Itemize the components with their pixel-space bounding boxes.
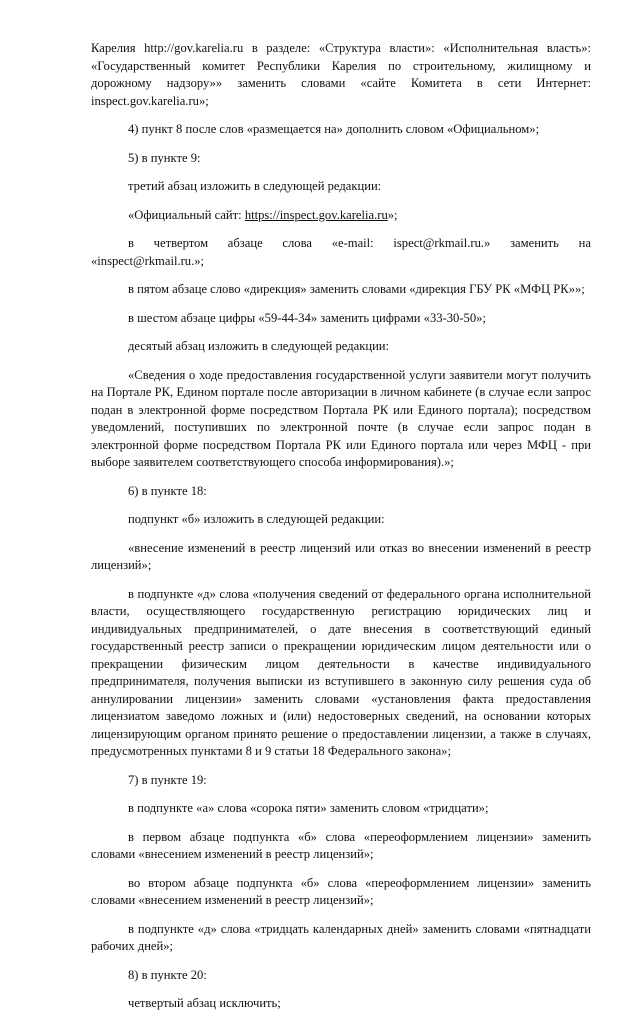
paragraph-third-abzac: третий абзац изложить в следующей редакции:: [128, 179, 382, 193]
official-site-prefix: «Официальный сайт:: [128, 207, 245, 222]
document-page: [91, 40, 591, 1024]
paragraph-registry-change: «внесение изменений в реестр лицензий или отказ во внесении изменений в реестр лицензий»;: [91, 540, 591, 572]
paragraph-fourth-abzac: четвертый абзац исключить;: [128, 996, 281, 1010]
paragraph-official-site: [91, 207, 591, 225]
paragraph-service-info: «Сведения о ходе предоставления государственной услуги заявители могут получить на Портале РК, Едином портале после авторизации в личном кабинете (в случае если запрос подан в электронной форме посредством Портала РК или Единого портала); посредством уведомлений, поступивших по электронной почте (в случае если запрос подан в электронной форме посредством Портала РК или Единого портала или через МФЦ - при выборе заявителем соответствующего способа информирования).»;: [91, 367, 591, 469]
paragraph-first-abzac-b: в первом абзаце подпункта «б» слова «переоформлением лицензии» заменить словами «внесением изменений в реестр лицензий»;: [91, 829, 591, 861]
official-site-link[interactable]: https://inspect.gov.karelia.ru: [244, 207, 388, 222]
paragraph-karelia-site: Карелия http://gov.karelia.ru в разделе: «Структура власти»: «Исполнительная власть»: «Государственный комитет Республики Карелия по строительному, жилищному и дорожному надзору»» заменить словами «сайте Комитета в сети Интернет: inspect.gov.karelia.ru»;: [91, 41, 591, 108]
paragraph-second-abzac-b: во втором абзаце подпункта «б» слова «переоформлением лицензии» заменить словами «внесением изменений в реестр лицензий»;: [91, 875, 591, 907]
paragraph-subpoint-a: в подпункте «а» слова «сорока пяти» заменить словом «тридцати»;: [128, 801, 489, 815]
paragraph-subpoint-d-days: в подпункте «д» слова «тридцать календарных дней» заменить словами «пятнадцати рабочих дней»;: [91, 921, 591, 953]
paragraph-point-7: 7) в пункте 19:: [128, 772, 207, 787]
paragraph-tenth-abzac: десятый абзац изложить в следующей редакции:: [128, 339, 390, 353]
paragraph-point-5: 5) в пункте 9:: [128, 150, 201, 165]
paragraph-phone-change: в шестом абзаце цифры «59-44-34» заменить цифрами «33-30-50»;: [128, 310, 486, 325]
official-site-suffix: »;: [387, 207, 398, 222]
paragraph-email-change: в четвертом абзаце слова «e-mail: ispect@rkmail.ru.» заменить на «inspect@rkmail.ru.»;: [91, 236, 591, 268]
paragraph-point-4: 4) пункт 8 после слов «размещается на» дополнить словом «Официальном»;: [128, 122, 540, 136]
paragraph-subpoint-d: в подпункте «д» слова «получения сведений от федерального органа исполнительной власти, осуществляющего государственную регистрацию юридических лиц и индивидуальных предпринимателей, о дате внесения в соответствующий единый государственный реестр записи о прекращении юридическим лицом деятельности или о прекращении физическим лицом деятельности в качестве индивидуального предпринимателя, получения выписки из вступившего в законную силу решения суда об аннулировании лицензии» заменить словами «установления факта предоставления лицензиатом заведомо ложных и (или) недостоверных сведений, на основании которых лицензирующим органом принято решение о предоставлении лицензии, а также в случаях, предусмотренных пунктами 8 и 9 статьи 18 Федерального закона»;: [91, 586, 591, 758]
paragraph-point-8: 8) в пункте 20:: [128, 967, 207, 982]
paragraph-point-6: 6) в пункте 18:: [128, 483, 207, 498]
paragraph-subpoint-b: подпункт «б» изложить в следующей редакции:: [128, 512, 385, 526]
paragraph-direction-change: в пятом абзаце слово «дирекция» заменить словами «дирекция ГБУ РК «МФЦ РК»»;: [128, 282, 585, 296]
